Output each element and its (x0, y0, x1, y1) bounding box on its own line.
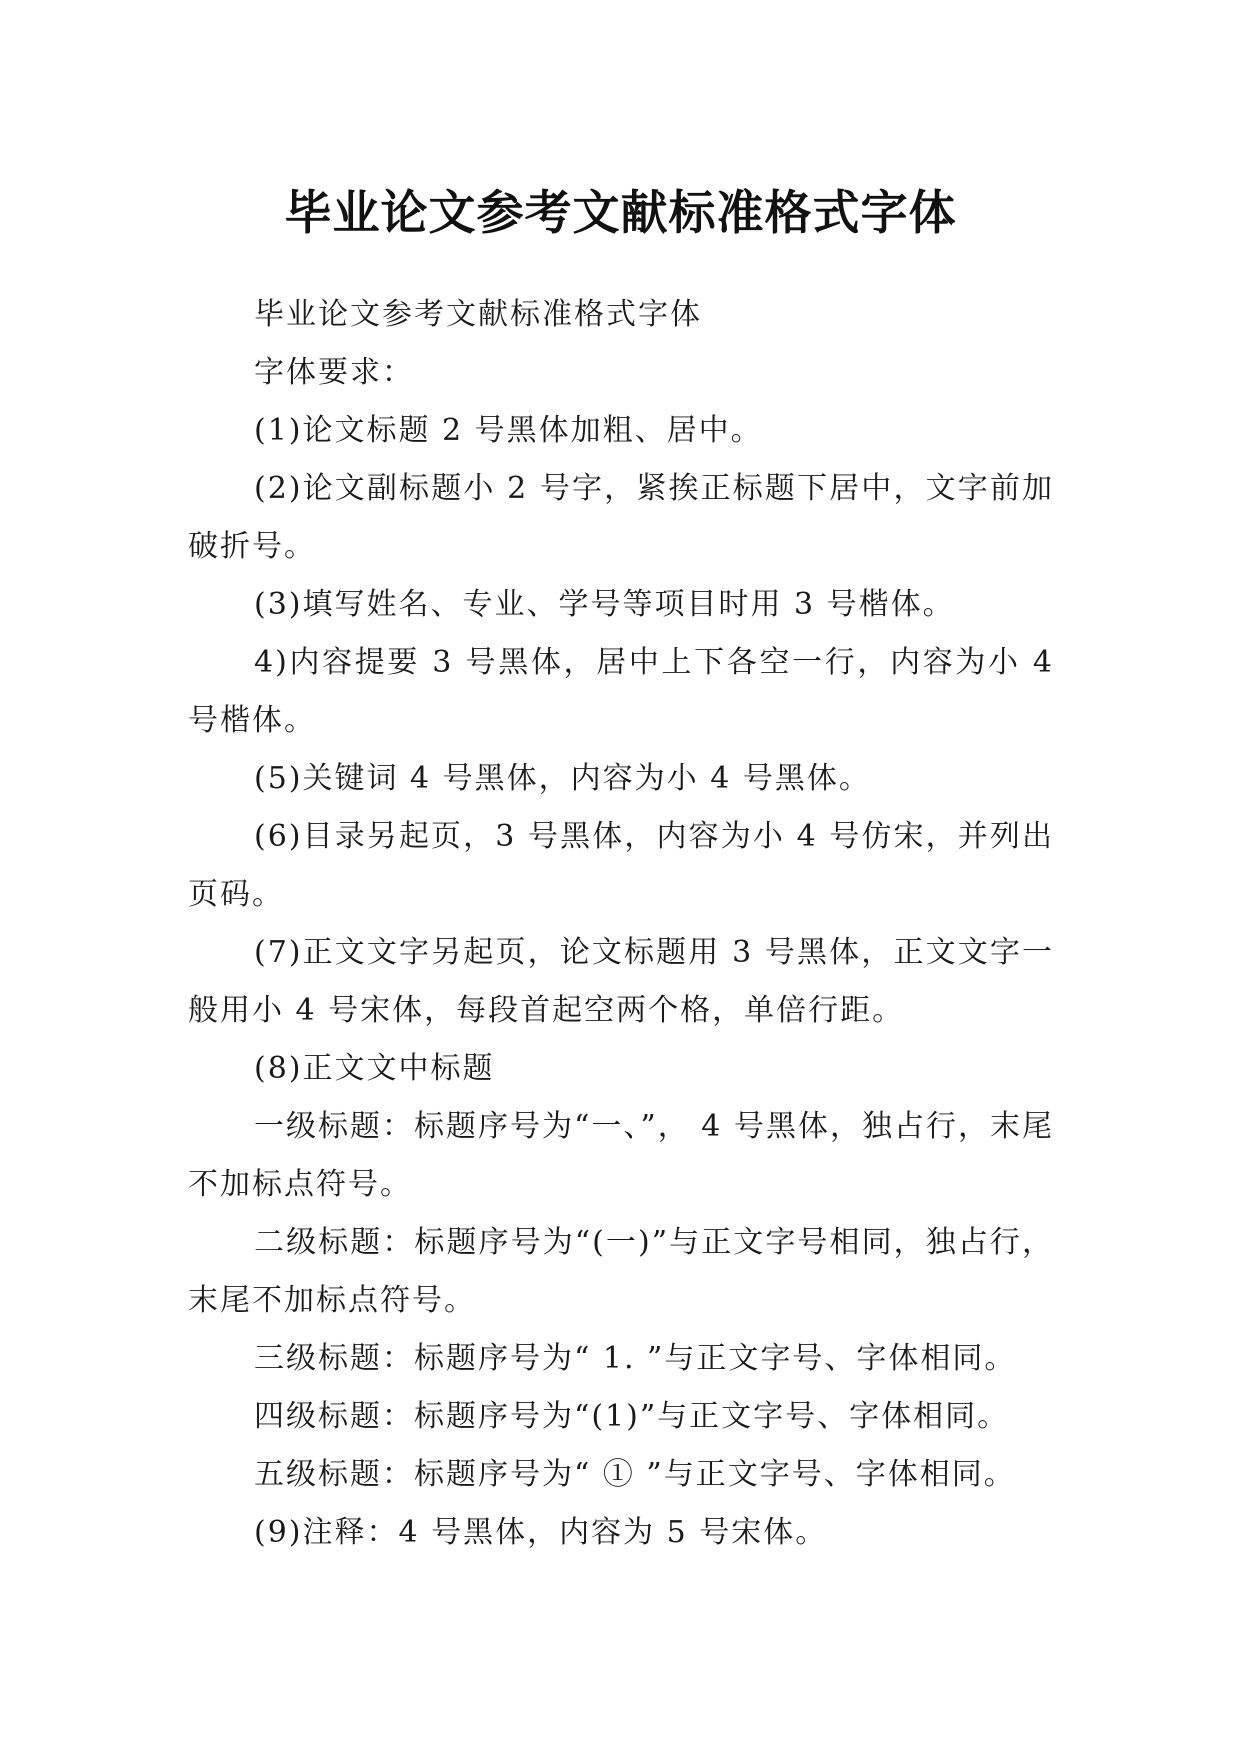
paragraph-heading-level-4: 四级标题：标题序号为“(1)”与正文字号、字体相同。 (254, 1399, 1010, 1434)
paragraph-item-9: (9)注释：4 号黑体，内容为 5 号宋体。 (254, 1515, 828, 1550)
paragraph-item-8: (8)正文文中标题 (254, 1051, 495, 1086)
paragraph-item-3: (3)填写姓名、专业、学号等项目时用 3 号楷体。 (254, 587, 955, 622)
document-title: 毕业论文参考文献标准格式字体 (284, 186, 957, 242)
paragraph-heading-level-5: 五级标题：标题序号为“ ① ”与正文字号、字体相同。 (254, 1457, 1016, 1492)
paragraph-heading-level-1: 一级标题：标题序号为“一、”， 4 号黑体，独占行，末尾不加标点符号。 (188, 1109, 1054, 1202)
paragraph-item-5: (5)关键词 4 号黑体，内容为小 4 号黑体。 (254, 761, 871, 796)
paragraph-item-6: (6)目录另起页，3 号黑体，内容为小 4 号仿宋，并列出页码。 (188, 819, 1054, 912)
paragraph-heading-level-3: 三级标题：标题序号为“ 1. ”与正文字号、字体相同。 (254, 1341, 1017, 1376)
paragraph-heading-level-2: 二级标题：标题序号为“(一)”与正文字号相同，独占行，末尾不加标点符号。 (188, 1225, 1054, 1318)
paragraph-item-2: (2)论文副标题小 2 号字，紧挨正标题下居中，文字前加破折号。 (188, 471, 1054, 564)
paragraph-font-requirements: 字体要求： (254, 355, 414, 390)
document-body (188, 286, 1054, 1562)
paragraph-item-4: 4)内容提要 3 号黑体，居中上下各空一行，内容为小 4 号楷体。 (188, 645, 1054, 738)
paragraph-subtitle: 毕业论文参考文献标准格式字体 (254, 297, 702, 332)
paragraph-item-1: (1)论文标题 2 号黑体加粗、居中。 (254, 413, 763, 448)
paragraph-item-7: (7)正文文字另起页，论文标题用 3 号黑体，正文文字一般用小 4 号宋体，每段首起空两个格，单倍行距。 (188, 935, 1054, 1028)
